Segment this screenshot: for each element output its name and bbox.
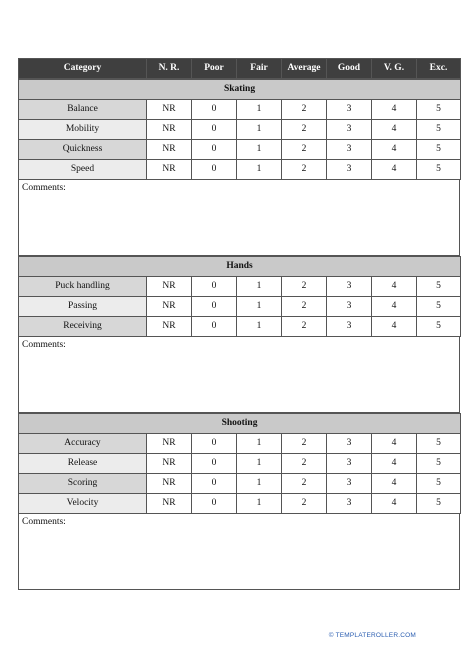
table-row <box>19 434 461 454</box>
section-title: Hands <box>19 257 461 277</box>
rating-cell[interactable]: 3 <box>327 454 372 474</box>
comments-label: Comments: <box>22 340 66 350</box>
rating-cell[interactable]: 3 <box>327 120 372 140</box>
rating-cell[interactable]: 5 <box>417 454 461 474</box>
comments-label: Comments: <box>22 517 66 527</box>
rating-cell[interactable]: 0 <box>192 297 237 317</box>
table-row <box>19 277 461 297</box>
table-row <box>19 317 461 337</box>
table-row <box>19 140 461 160</box>
rating-cell[interactable]: 2 <box>282 297 327 317</box>
section-title: Shooting <box>19 414 461 434</box>
rating-cell[interactable]: 2 <box>282 160 327 180</box>
rating-cell[interactable]: NR <box>147 434 192 454</box>
rating-cell[interactable]: NR <box>147 494 192 514</box>
rating-cell[interactable]: 3 <box>327 277 372 297</box>
rating-cell[interactable]: 2 <box>282 277 327 297</box>
comments-label: Comments: <box>22 183 66 193</box>
table-row <box>19 160 461 180</box>
header-row <box>19 59 461 79</box>
table-row <box>19 120 461 140</box>
rating-cell[interactable]: 3 <box>327 100 372 120</box>
rating-cell[interactable]: 0 <box>192 494 237 514</box>
category-cell: Quickness <box>19 140 147 160</box>
rating-cell[interactable]: NR <box>147 277 192 297</box>
col-header-exc: Exc. <box>417 59 461 79</box>
sections-container <box>18 79 460 590</box>
rating-cell[interactable]: 4 <box>372 277 417 297</box>
category-cell: Receiving <box>19 317 147 337</box>
rating-cell[interactable]: 2 <box>282 454 327 474</box>
category-cell: Velocity <box>19 494 147 514</box>
category-cell: Speed <box>19 160 147 180</box>
comments-box[interactable] <box>18 180 460 256</box>
rating-cell[interactable]: 1 <box>237 317 282 337</box>
rating-cell[interactable]: 0 <box>192 454 237 474</box>
col-header-category: Category <box>19 59 147 79</box>
rating-cell[interactable]: 1 <box>237 160 282 180</box>
rating-cell[interactable]: 0 <box>192 317 237 337</box>
rating-cell[interactable]: 4 <box>372 120 417 140</box>
rating-cell[interactable]: NR <box>147 100 192 120</box>
rating-cell[interactable]: 3 <box>327 140 372 160</box>
rating-cell[interactable]: 5 <box>417 140 461 160</box>
comments-box[interactable] <box>18 337 460 413</box>
rating-cell[interactable]: 3 <box>327 494 372 514</box>
rating-cell[interactable]: 3 <box>327 474 372 494</box>
category-cell: Release <box>19 454 147 474</box>
category-cell: Mobility <box>19 120 147 140</box>
rating-cell[interactable]: 1 <box>237 494 282 514</box>
rating-cell[interactable]: 1 <box>237 454 282 474</box>
col-header-average: Average <box>282 59 327 79</box>
section-table-skating <box>18 79 461 180</box>
rating-cell[interactable]: 4 <box>372 434 417 454</box>
rating-cell[interactable]: 0 <box>192 474 237 494</box>
col-header-good: Good <box>327 59 372 79</box>
evaluation-header-table <box>18 58 461 79</box>
rating-cell[interactable]: 2 <box>282 100 327 120</box>
section-header-row <box>19 257 461 277</box>
col-header-vg: V. G. <box>372 59 417 79</box>
rating-cell[interactable]: NR <box>147 120 192 140</box>
section-table-shooting <box>18 413 461 514</box>
rating-cell[interactable]: NR <box>147 140 192 160</box>
table-row <box>19 100 461 120</box>
table-row <box>19 474 461 494</box>
rating-cell[interactable]: 1 <box>237 120 282 140</box>
rating-cell[interactable]: 0 <box>192 277 237 297</box>
rating-cell[interactable]: 0 <box>192 160 237 180</box>
rating-cell[interactable]: 5 <box>417 120 461 140</box>
rating-cell[interactable]: 1 <box>237 474 282 494</box>
category-cell: Balance <box>19 100 147 120</box>
rating-cell[interactable]: 5 <box>417 160 461 180</box>
rating-cell[interactable]: 0 <box>192 100 237 120</box>
col-header-poor: Poor <box>192 59 237 79</box>
rating-cell[interactable]: 4 <box>372 454 417 474</box>
rating-cell[interactable]: 0 <box>192 140 237 160</box>
rating-cell[interactable]: 4 <box>372 494 417 514</box>
rating-cell[interactable]: 2 <box>282 494 327 514</box>
section-table-hands <box>18 256 461 337</box>
rating-cell[interactable]: 4 <box>372 317 417 337</box>
table-row <box>19 454 461 474</box>
rating-cell[interactable]: 0 <box>192 434 237 454</box>
rating-cell[interactable]: 3 <box>327 434 372 454</box>
rating-cell[interactable]: 1 <box>237 297 282 317</box>
rating-cell[interactable]: NR <box>147 160 192 180</box>
rating-cell[interactable]: 5 <box>417 494 461 514</box>
rating-cell[interactable]: 1 <box>237 100 282 120</box>
rating-cell[interactable]: 1 <box>237 434 282 454</box>
rating-cell[interactable]: NR <box>147 474 192 494</box>
footer-watermark: © TEMPLATEROLLER.COM <box>328 632 416 639</box>
section-header-row <box>19 414 461 434</box>
col-header-fair: Fair <box>237 59 282 79</box>
category-cell: Accuracy <box>19 434 147 454</box>
rating-cell[interactable]: 4 <box>372 140 417 160</box>
rating-cell[interactable]: 3 <box>327 160 372 180</box>
category-cell: Scoring <box>19 474 147 494</box>
rating-cell[interactable]: 2 <box>282 140 327 160</box>
rating-cell[interactable]: 3 <box>327 317 372 337</box>
rating-cell[interactable]: 2 <box>282 434 327 454</box>
rating-cell[interactable]: 5 <box>417 100 461 120</box>
rating-cell[interactable]: 4 <box>372 474 417 494</box>
table-row <box>19 494 461 514</box>
section-header-row <box>19 80 461 100</box>
rating-cell[interactable]: 0 <box>192 120 237 140</box>
category-cell: Passing <box>19 297 147 317</box>
rating-cell[interactable]: 4 <box>372 100 417 120</box>
rating-cell[interactable]: 4 <box>372 297 417 317</box>
rating-cell[interactable]: 5 <box>417 434 461 454</box>
rating-cell[interactable]: NR <box>147 317 192 337</box>
rating-cell[interactable]: 3 <box>327 297 372 317</box>
rating-cell[interactable]: 2 <box>282 474 327 494</box>
rating-cell[interactable]: 1 <box>237 140 282 160</box>
rating-cell[interactable]: 5 <box>417 277 461 297</box>
rating-cell[interactable]: 5 <box>417 317 461 337</box>
rating-cell[interactable]: NR <box>147 297 192 317</box>
rating-cell[interactable]: 2 <box>282 120 327 140</box>
rating-cell[interactable]: 1 <box>237 277 282 297</box>
comments-box[interactable] <box>18 514 460 590</box>
rating-cell[interactable]: 4 <box>372 160 417 180</box>
category-cell: Puck handling <box>19 277 147 297</box>
table-row <box>19 297 461 317</box>
rating-cell[interactable]: NR <box>147 454 192 474</box>
evaluation-sheet <box>18 58 460 590</box>
col-header-nr: N. R. <box>147 59 192 79</box>
section-title: Skating <box>19 80 461 100</box>
rating-cell[interactable]: 2 <box>282 317 327 337</box>
rating-cell[interactable]: 5 <box>417 474 461 494</box>
rating-cell[interactable]: 5 <box>417 297 461 317</box>
